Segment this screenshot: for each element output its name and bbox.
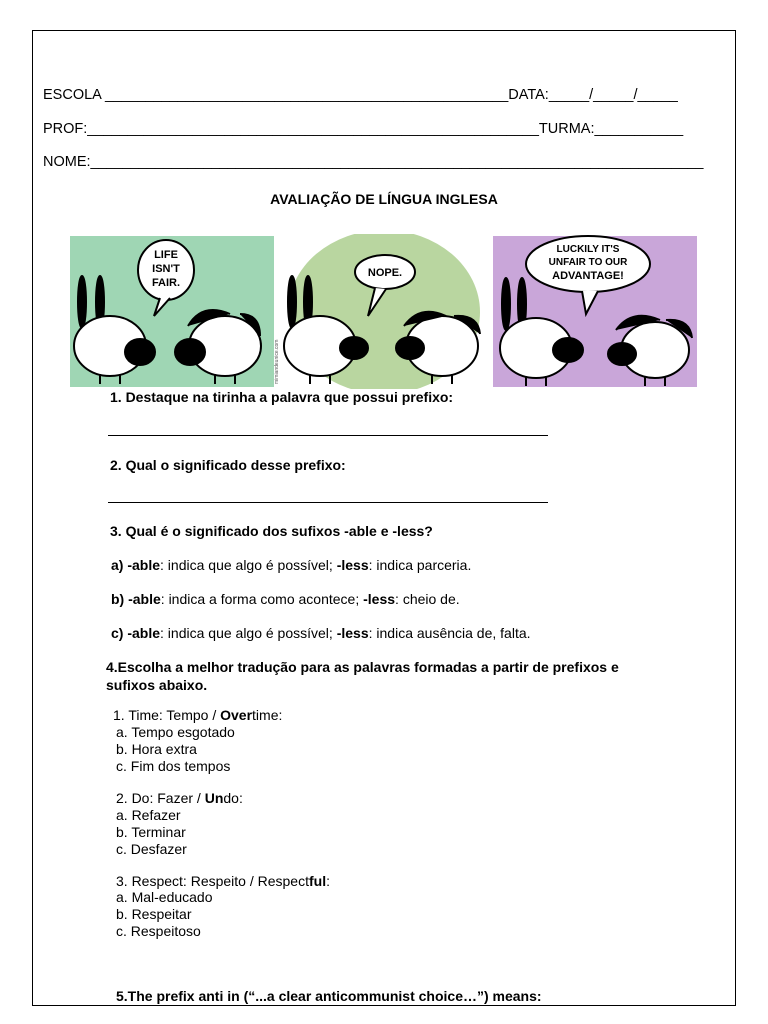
- question-2: 2. Qual o significado desse prefixo:: [110, 457, 346, 473]
- question-4-line1: 4.Escolha a melhor tradução para as palavras formadas a partir de prefixos e: [106, 659, 619, 675]
- bubble3-line3: ADVANTAGE!: [552, 270, 624, 282]
- q4-item-3-option-a: a. Mal-educado: [116, 889, 213, 905]
- bubble3-line2: UNFAIR TO OUR: [548, 257, 628, 268]
- answer-line-1: [108, 435, 548, 436]
- question-4-line2: sufixos abaixo.: [106, 677, 208, 693]
- q4-item-3-option-c: c. Respeitoso: [116, 923, 201, 939]
- question-5: 5.The prefix anti in (“...a clear anticommunist choice…”) means:: [116, 988, 542, 1004]
- page-border: [32, 30, 736, 1006]
- q4-item-2-option-b: b. Terminar: [116, 824, 186, 840]
- q4-item-1-option-c: c. Fim dos tempos: [116, 758, 231, 774]
- q3-option-c: c) -able: indica que algo é possível; -less: indica ausência de, falta.: [111, 625, 531, 641]
- nome-line: NOME:____________________________________________________________________________: [43, 154, 704, 170]
- bubble2-line1: NOPE.: [367, 267, 403, 279]
- q4-item-2-option-c: c. Desfazer: [116, 841, 187, 857]
- q4-item-1-option-a: a. Tempo esgotado: [116, 724, 235, 740]
- q4-item-3-option-b: b. Respeitar: [116, 906, 192, 922]
- bubble3-line1: LUCKILY IT'S: [556, 244, 620, 255]
- question-1: 1. Destaque na tirinha a palavra que possui prefixo:: [110, 389, 454, 405]
- q3-option-b: b) -able: indica a forma como acontece; -less: cheio de.: [111, 591, 460, 607]
- bubble1-line1: LIFE: [154, 249, 178, 261]
- comic-strip: [70, 234, 697, 389]
- q3-option-a: a) -able: indica que algo é possível; -less: indica parceria.: [111, 557, 472, 573]
- answer-line-2: [108, 502, 548, 503]
- comic-credit: mimiandeunice.com: [274, 339, 280, 384]
- page-title: AVALIAÇÃO DE LÍNGUA INGLESA: [270, 191, 498, 207]
- prof-line: PROF:________________________________________________________TURMA:___________: [43, 121, 684, 137]
- question-3: 3. Qual é o significado dos sufixos -able e -less?: [110, 523, 433, 539]
- q4-item-1-option-b: b. Hora extra: [116, 741, 197, 757]
- q4-item-2-option-a: a. Refazer: [116, 807, 181, 823]
- q4-item-3-heading: 3. Respect: Respeito / Respectful:: [116, 873, 330, 889]
- bubble1-line3: FAIR.: [151, 277, 181, 289]
- q4-item-2-heading: 2. Do: Fazer / Undo:: [116, 790, 243, 806]
- escola-line: ESCOLA __________________________________________________DATA:_____/_____/_____: [43, 87, 678, 103]
- bubble1-line2: ISN'T: [152, 263, 180, 275]
- q4-item-1-heading: 1. Time: Tempo / Overtime:: [113, 707, 283, 723]
